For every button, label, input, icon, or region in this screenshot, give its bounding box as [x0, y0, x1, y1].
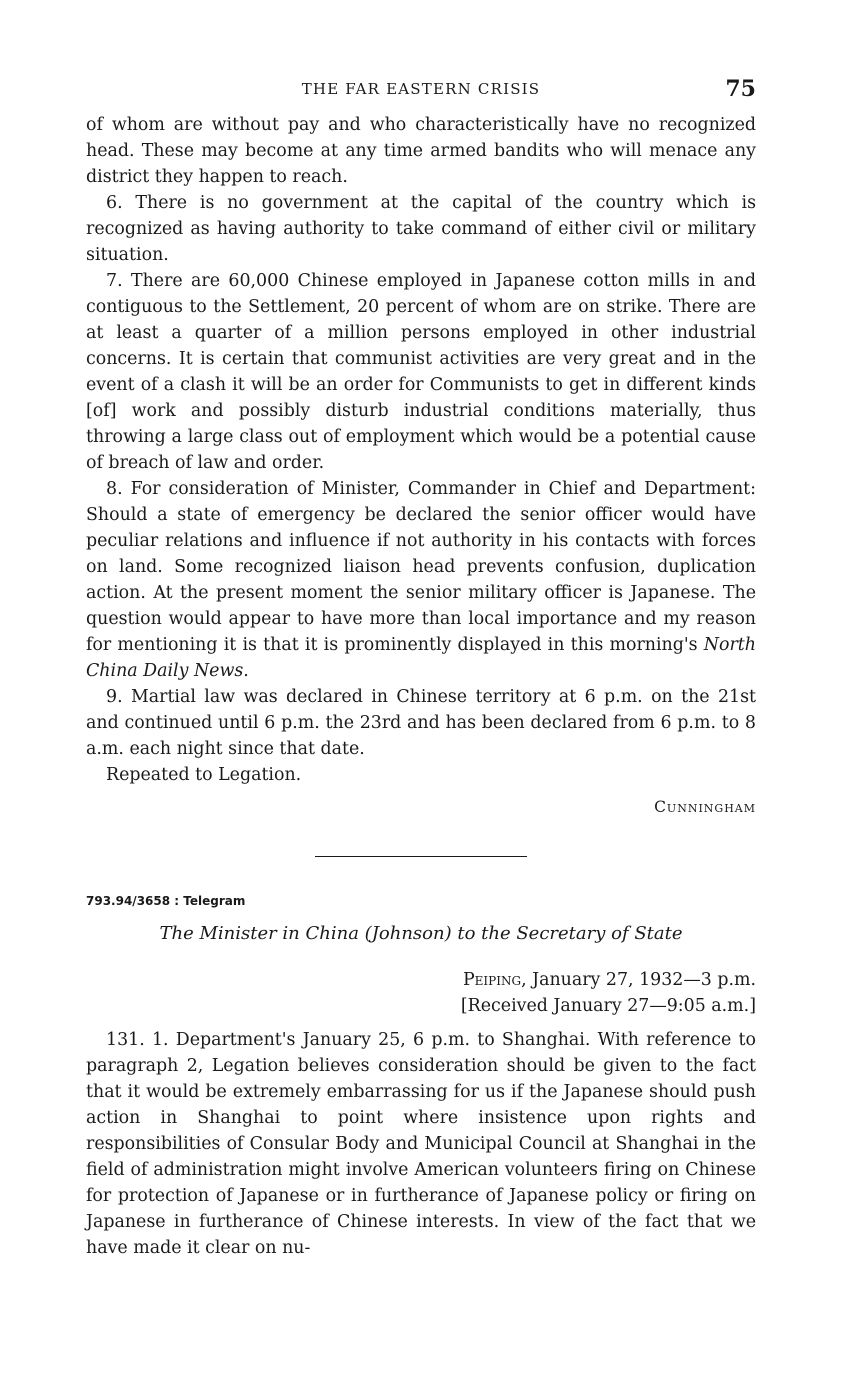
place-name: Peiping [462, 970, 522, 990]
paragraph-item-8-end: . [243, 661, 249, 681]
page-number: 75 [725, 76, 756, 102]
received-line: [Received January 27—9:05 a.m.] [460, 996, 756, 1016]
paragraph-item-6: 6. There is no government at the capital of the country which is recognized as having authority to take command of either civil or military situation. [86, 193, 756, 265]
paragraph-item-7: 7. There are 60,000 Chinese employed in Japanese cotton mills in and contiguous to the Settlement, 20 percent of whom are on strike. There are at least a quarter of a million persons employed in other industrial concerns. It is certain that communist activities are very great and in the event of a clash it will be an order for Communists to get in different kinds [of] work and possibly disturb industrial conditions materially, thus throwing a large class out of employment which would be a potential cause of breach of law and order. [86, 271, 756, 473]
document-title: The Minister in China (Johnson) to the Secretary of State [159, 923, 683, 944]
dateline [86, 967, 756, 993]
document-page [86, 76, 756, 1261]
date-text: , January 27, 1932—3 p.m. [521, 970, 756, 990]
telegram-body: 131. 1. Department's January 25, 6 p.m. to Shanghai. With reference to paragraph 2, Legation believes consideration should be given to the fact that it would be extremely embarrassing for us if the Japanese should push action in Shanghai to point where insistence upon rights and responsibilities of Consular Body and Municipal Council at Shanghai in the field of administration might involve American volunteers firing on Chinese for protection of Japanese or in furtherance of Japanese policy or firing on Japanese in furtherance of Chinese interests. In view of the fact that we have made it clear on nu- [86, 1030, 756, 1258]
paragraph-item-8 [86, 476, 756, 684]
file-reference: 793.94/3658 : Telegram [86, 894, 246, 908]
running-head [86, 76, 756, 106]
signature: Cunningham [654, 798, 756, 816]
running-title: THE FAR EASTERN CRISIS [301, 80, 541, 98]
continuation-paragraph: of whom are without pay and who characteristically have no recognized head. These may become at any time armed bandits who will menace any district they happen to reach. [86, 115, 756, 187]
repeated-note: Repeated to Legation. [106, 765, 302, 785]
paragraph-item-9: 9. Martial law was declared in Chinese territory at 6 p.m. on the 21st and continued until 6 p.m. the 23rd and has been declared from 6 p.m. to 8 a.m. each night since that date. [86, 687, 756, 759]
paragraph-item-8-text: 8. For consideration of Minister, Commander in Chief and Department: Should a state of emergency be declared the senior officer would have peculiar relations and influence if not authority in his contacts with forces on land. Some recognized liaison head prevents confusion, duplication action. At the present moment the senior military officer is Japanese. The question would appear to have more than local importance and my reason for mentioning it is that it is prominently displayed in this morning's [86, 479, 756, 655]
newspaper-title: North China Daily News [86, 635, 756, 681]
section-divider [315, 856, 527, 857]
